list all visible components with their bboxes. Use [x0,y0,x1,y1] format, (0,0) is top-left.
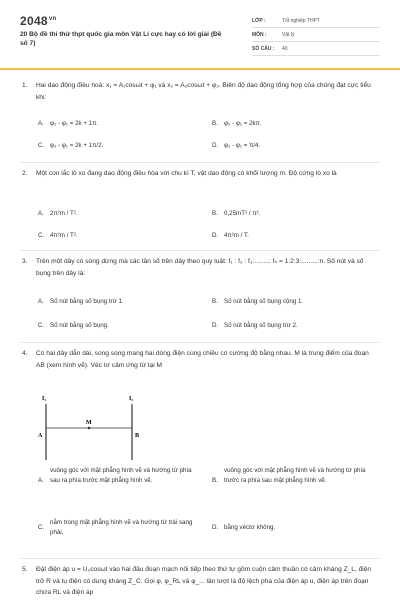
option-label: B. [212,477,218,484]
document-title: 20 Bộ đề thi thử thpt quốc gia môn Vật Lí cực hay có lời giải (Đề số 7) [20,31,222,47]
option-text: φ₂ - φ₁ = π/4. [224,142,261,149]
option-a[interactable] [38,466,208,486]
question-3 [20,254,380,343]
option-d[interactable] [212,232,249,239]
question-text: Có hai dây dẫn dài, song song mang hai dòng điện cùng chiều có cường độ bằng nhau. M là trung điểm của đoạn AB (xem hình vẽ). Véc tơ cảm ứng từ tại M [36,350,369,369]
option-c[interactable] [38,232,78,239]
option-label: D. [212,142,219,149]
meta-row-count [252,42,380,56]
meta-key: LỚP : [252,17,266,24]
question-text: Trên một dây có sóng dừng mà các tần số trên dây theo quy luật: f₁ : f₂ : f₃:........: fₙ = 1:2:3:.........:n. Số nút và số bụng trên dây là: [36,258,364,277]
document-meta [252,14,380,56]
option-label: A. [38,477,44,484]
meta-row-subject [252,28,380,42]
option-c[interactable] [38,518,208,538]
option-d[interactable] [212,523,380,533]
logo-text: 2048 [20,14,48,28]
option-text: 4π²m / T². [50,232,78,239]
question-number: 3. [22,258,28,265]
option-text: vuông góc với mặt phẳng hình vẽ và hướng từ phía sau ra phía trước mặt phẳng hình vẽ. [50,467,192,484]
meta-key: MÔN : [252,31,267,38]
meta-row-class [252,14,380,28]
question-1 [20,78,380,163]
option-label: B. [212,210,218,217]
question-4 [20,346,380,559]
question-text: Đặt điện áp u = U₀cosωt vào hai đầu đoạn mạch nối tiếp theo thứ tự gồm cuộn cảm thuần có cảm kháng Z_L, điện trở R và tụ điện có dung kháng Z_C. Gọi φ, φ_RL và φ_... lần lượt là độ lệch pha của điện áp u, điện áp trên đoạn chứa RL và điện áp [36,566,372,596]
option-label: D. [212,232,219,239]
option-b[interactable] [212,210,260,217]
option-text: vuông góc với mặt phẳng hình vẽ và hướng từ phía trước ra phía sau mặt phẳng hình vẽ. [224,467,366,484]
header-divider [0,68,400,70]
question-number: 2. [22,170,28,177]
question-number: 5. [22,566,28,573]
wire-diagram [38,390,152,460]
option-label: B. [212,298,218,305]
question-number: 4. [22,350,28,357]
question-2 [20,166,380,251]
option-text: nằm trong mặt phẳng hình vẽ và hướng từ trái sang phải. [50,519,193,536]
logo-suffix: vn [48,16,57,22]
question-text: Một con lắc lò xo đang dao động điều hòa với chu kì T, vật dao động có khối lượng m. Độ cứng lò xo là [36,170,337,177]
option-a[interactable] [38,120,98,127]
option-d[interactable] [212,142,260,149]
option-label: A. [38,120,44,127]
label-i2: I₂ [129,396,134,402]
option-text: Số nút bằng số bụng cộng 1. [224,298,304,305]
meta-key: SỐ CÂU : [252,45,275,52]
option-text: bằng véctơ không. [224,524,276,531]
meta-value: Vật lý [282,31,295,38]
label-a: A [38,433,43,439]
option-label: B. [212,120,218,127]
option-text: φ₂ - φ₁ = 2k + 1π/2. [50,142,104,149]
option-c[interactable] [38,322,109,329]
option-text: Số nút bằng số bụng. [50,322,109,329]
label-b: B [135,433,140,439]
document-header [0,0,400,68]
option-text: 2π²m / T². [50,210,78,217]
site-logo[interactable] [20,14,57,28]
option-label: A. [38,210,44,217]
label-m: M [86,420,92,426]
option-label: C. [38,142,45,149]
option-a[interactable] [38,210,78,217]
option-text: 0,25mT² / π². [224,210,261,217]
label-i1: I₁ [42,396,47,402]
option-label: A. [38,298,44,305]
option-b[interactable] [212,120,262,127]
option-b[interactable] [212,298,303,305]
option-text: φ₂ - φ₁ = 2kπ. [224,120,262,127]
question-number: 1. [22,82,28,89]
meta-value: Tốt nghiệp THPT [282,17,320,24]
option-label: C. [38,232,45,239]
option-c[interactable] [38,142,103,149]
option-text: Số nút bằng số bụng trừ 1. [50,298,124,305]
question-5 [20,562,380,602]
option-b[interactable] [212,466,380,486]
option-a[interactable] [38,298,124,305]
option-d[interactable] [212,322,298,329]
option-label: D. [212,322,219,329]
option-label: C. [38,524,45,531]
option-text: 4π²m / T. [224,232,249,239]
meta-value: 40 [282,45,288,52]
question-text: Hai dao động điều hoà: x₁ = A₁cosωt + φ₁ và x₂ = A₂cosωt + φ₂. Biên độ dao động tổng hợp của chúng đạt cực tiểu khi: [36,82,371,101]
option-label: C. [38,322,45,329]
option-text: Số nút bằng số bụng trừ 2. [224,322,298,329]
option-label: D. [212,524,219,531]
option-text: φ₂ - φ₁ = 2k + 1π. [50,120,99,127]
